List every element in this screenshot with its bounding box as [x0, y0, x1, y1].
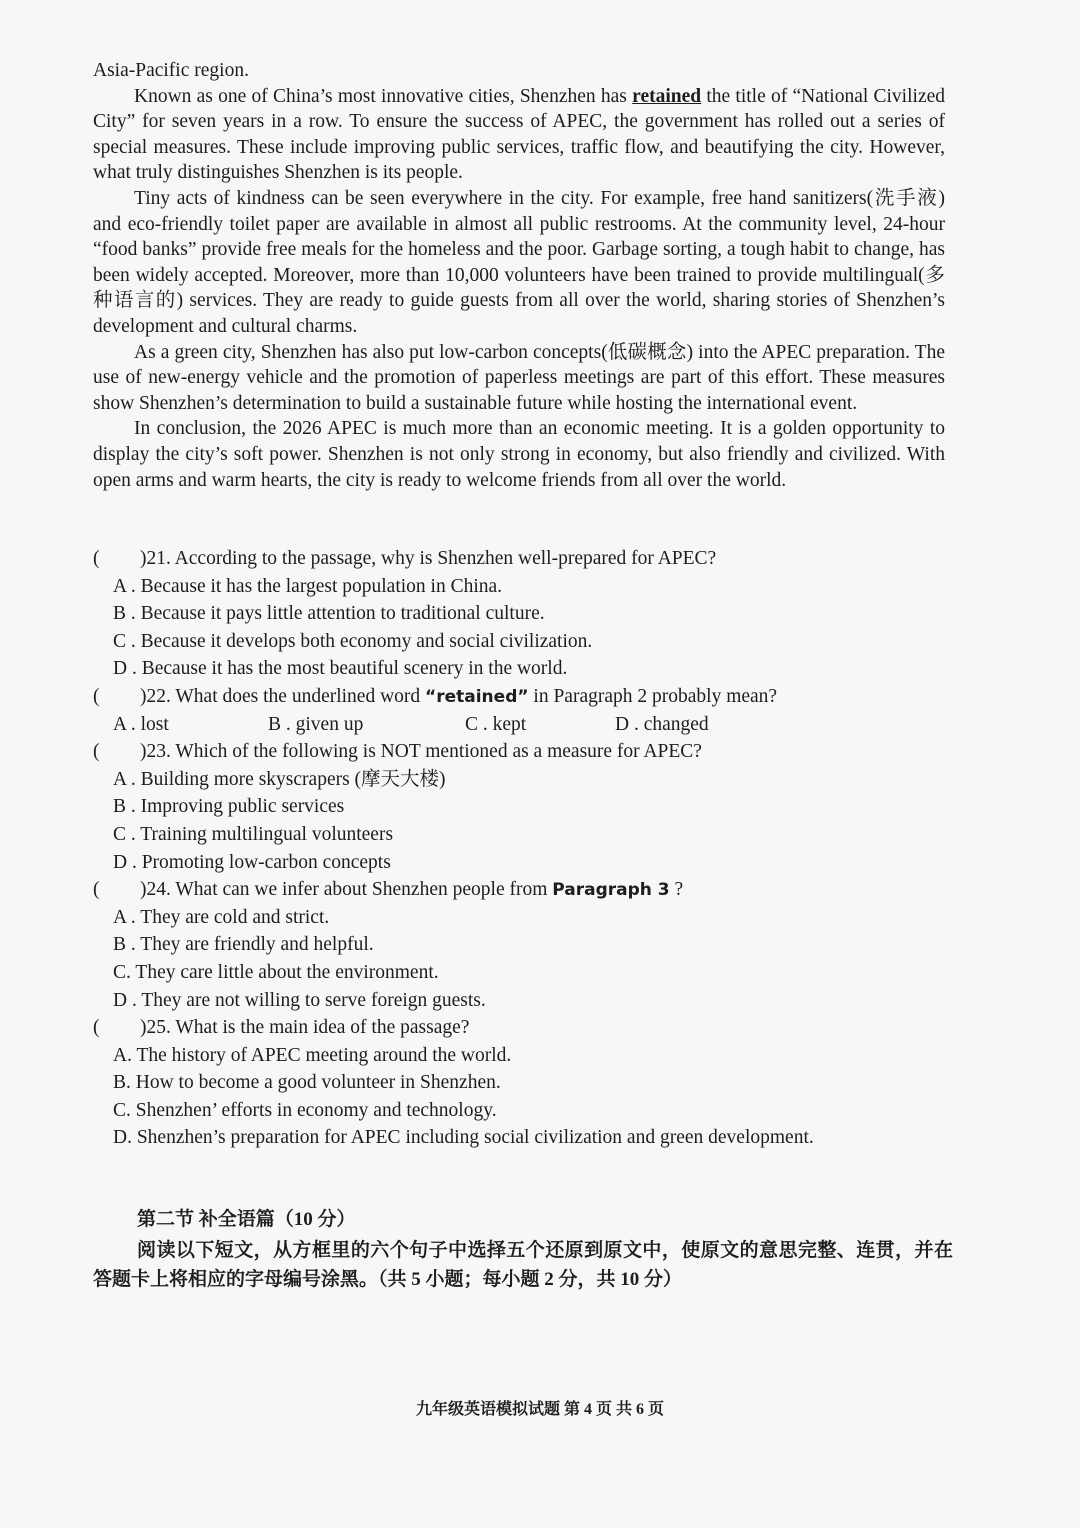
option-21b: B . Because it pays little attention to traditional culture.	[113, 603, 545, 625]
option-24c: C. They care little about the environment.	[113, 961, 439, 983]
answer-blank-close: )	[140, 1017, 147, 1039]
paragraph-2-before: Known as one of China’s most innovative cities, Shenzhen has	[134, 85, 633, 107]
option-22d: D . changed	[615, 713, 709, 735]
question-stem: 22. What does the underlined word	[146, 685, 426, 707]
underlined-word: retained	[632, 85, 702, 107]
paragraph-3: Tiny acts of kindness can be seen everywhere in the city. For example, free hand sanitizers(洗手液) and eco-friendly toilet paper are available in almost all public restrooms. At the community level, 24-hour “food banks” provide free meals for the homeless and the poor. Garbage sorting, a tough habit to change, has been widely accepted. Moreover, more than 10,000 volunteers have been trained to provide multilingual(多种语言的) services. They are ready to guide guests from all over the world, sharing stories of Shenzhen’s development and cultural charms.	[93, 187, 945, 337]
section-instruction: 阅读以下短文，从方框里的六个句子中选择五个还原到原文中，使原文的意思完整、连贯，并在答题卡上将相应的字母编号涂黑。（共 5 小题；每小题 2 分，共 10 分）	[93, 1240, 953, 1290]
option-23d: D . Promoting low-carbon concepts	[113, 851, 391, 873]
paragraph-1: Asia-Pacific region.	[93, 60, 249, 81]
option-24a: A . They are cold and strict.	[113, 906, 330, 928]
option-21c: C . Because it develops both economy and social civilization.	[113, 630, 593, 652]
option-22c: C . kept	[465, 713, 527, 735]
question-21	[93, 545, 953, 573]
paragraph-5: In conclusion, the 2026 APEC is much more than an economic meeting. It is a golden opportunity to display the city’s soft power. Shenzhen is not only strong in economy, but also friendly and civilized. With open arms and warm hearts, the city is ready to welcome friends from all over the world.	[93, 418, 945, 491]
options-22	[113, 711, 953, 739]
option-24d: D . They are not willing to serve foreign guests.	[113, 989, 486, 1011]
option-22b: B . given up	[268, 713, 364, 735]
question-stem: 25. What is the main idea of the passage?	[146, 1017, 470, 1039]
option-23b: B . Improving public services	[113, 796, 345, 818]
question-24	[93, 876, 953, 904]
question-stem-end: in Paragraph 2 probably mean?	[528, 685, 778, 707]
answer-blank-close: )	[140, 879, 147, 901]
answer-blank: (	[93, 741, 100, 763]
answer-blank-close: )	[140, 741, 147, 763]
answer-blank: (	[93, 685, 100, 707]
question-stem-end: ?	[669, 879, 684, 901]
option-25c: C. Shenzhen’ efforts in economy and technology.	[113, 1099, 497, 1121]
question-stem: 23. Which of the following is NOT mentioned as a measure for APEC?	[146, 741, 702, 763]
reading-passage	[93, 58, 945, 493]
page-footer: 九年级英语模拟试题 第 4 页 共 6 页	[415, 1401, 664, 1418]
option-25b: B. How to become a good volunteer in Shenzhen.	[113, 1072, 501, 1094]
paragraph-4: As a green city, Shenzhen has also put low-carbon concepts(低碳概念) into the APEC preparation. The use of new-energy vehicle and the promotion of paperless meetings are part of this effort. These measures show Shenzhen’s determination to build a sustainable future while hosting the international event.	[93, 341, 945, 414]
option-23c: C . Training multilingual volunteers	[113, 823, 394, 845]
question-22	[93, 683, 953, 711]
section-2	[93, 1205, 953, 1294]
answer-blank: (	[93, 548, 100, 569]
question-25	[93, 1014, 953, 1042]
option-21d: D . Because it has the most beautiful scenery in the world.	[113, 658, 568, 680]
question-stem: 24. What can we infer about Shenzhen people from	[146, 879, 553, 901]
option-22a: A . lost	[113, 713, 169, 735]
answer-blank: (	[93, 1017, 100, 1039]
answer-blank-close: )	[140, 548, 147, 569]
option-25a: A. The history of APEC meeting around the world.	[113, 1044, 512, 1066]
paragraph-2	[93, 84, 945, 186]
answer-blank: (	[93, 879, 100, 901]
option-23a: A . Building more skyscrapers (摩天大楼)	[113, 768, 446, 790]
paragraph-2-after: the title of “National Civilized City” for seven years in a row. To ensure the success of APEC, the government has rolled out a series of special measures. These include improving public services, traffic flow, and beautifying the city. However, what truly distinguishes Shenzhen is its people.	[93, 85, 945, 184]
option-25d: D. Shenzhen’s preparation for APEC including social civilization and green development.	[113, 1127, 814, 1149]
section-heading: 第二节 补全语篇（10 分）	[137, 1209, 356, 1230]
answer-blank-close: )	[140, 685, 147, 707]
question-list	[93, 545, 953, 1152]
option-24b: B . They are friendly and helpful.	[113, 934, 374, 956]
question-stem: 21. According to the passage, why is Shenzhen well-prepared for APEC?	[146, 548, 717, 569]
question-keyword: “retained”	[425, 686, 529, 707]
question-23	[93, 738, 953, 766]
option-21a: A . Because it has the largest population in China.	[113, 575, 503, 597]
question-keyword: Paragraph 3	[552, 880, 670, 901]
